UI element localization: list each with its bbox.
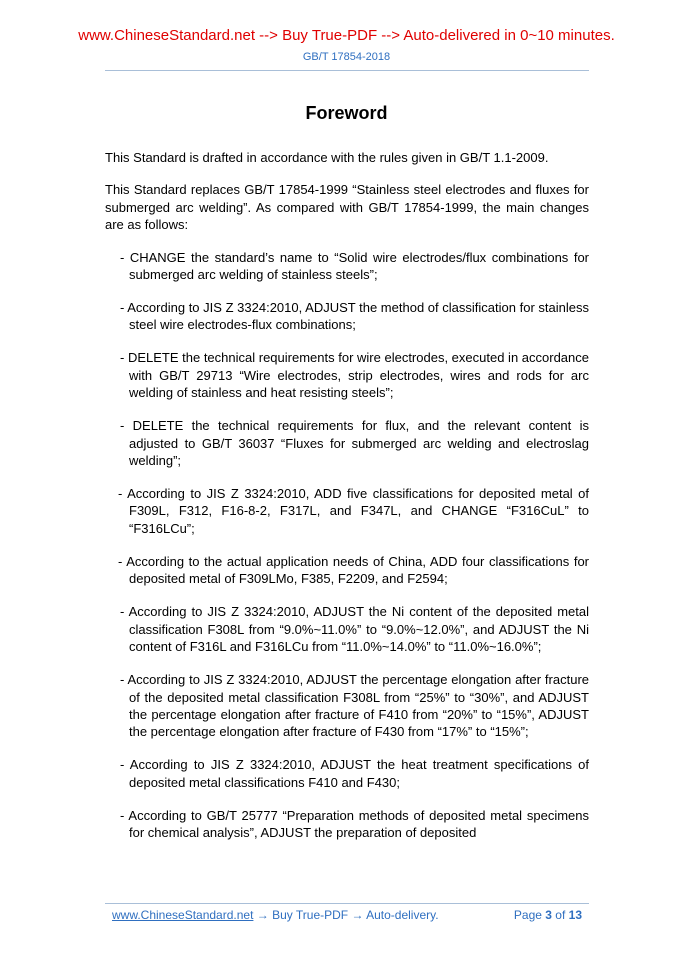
- standard-code: GB/T 17854-2018: [302, 51, 391, 63]
- footer-link[interactable]: www.ChineseStandard.net: [112, 908, 254, 922]
- header-divider: [105, 70, 589, 71]
- list-item: - DELETE the technical requirements for flux, and the relevant content is adjusted to GB/T 36037 “Fluxes for submerged arc welding and electroslag welding”;: [120, 418, 589, 469]
- list-item: - According to JIS Z 3324:2010, ADJUST the Ni content of the deposited metal classification F308L from “9.0%~11.0%” to “9.0%~12.0%”, and ADJUST the Ni content of F316L and F316LCu from “11.0%~14.0%” to “11.0%~16.0%”;: [120, 604, 589, 655]
- list-item: - According to JIS Z 3324:2010, ADJUST the heat treatment specifications of deposited metal classifications F410 and F430;: [120, 757, 589, 790]
- page-of-label: of: [551, 908, 569, 922]
- top-banner[interactable]: www.ChineseStandard.net --> Buy True-PDF --> Auto-delivered in 0~10 minutes.: [78, 27, 615, 44]
- page-total: 13: [568, 908, 582, 922]
- list-item: - According to JIS Z 3324:2010, ADD five classifications for deposited metal of F309L, F312, F16-8-2, F317L, and F347L, and CHANGE “F316CuL” to “F316LCu”;: [118, 486, 589, 536]
- footer: [112, 908, 582, 922]
- page-indicator: [514, 908, 582, 922]
- intro-paragraph: This Standard is drafted in accordance with the rules given in GB/T 1.1-2009.: [105, 150, 549, 165]
- changes-list: [105, 249, 589, 842]
- footer-tagline: → Buy True-PDF → Auto-delivery.: [253, 908, 439, 922]
- footer-divider: [105, 903, 589, 904]
- list-item: - CHANGE the standard’s name to “Solid wire electrodes/flux combinations for submerged arc welding of stainless steels”;: [120, 249, 589, 283]
- list-item: - DELETE the technical requirements for wire electrodes, executed in accordance with GB/T 29713 “Wire electrodes, strip electrodes, wires and rods for arc welding of stainless and heat resisting steels”;: [120, 350, 589, 401]
- list-item: - According to GB/T 25777 “Preparation methods of deposited metal specimens for chemical analysis”, ADJUST the preparation of deposited: [120, 807, 589, 841]
- foreword-body: [105, 149, 589, 857]
- page-title: Foreword: [305, 103, 388, 123]
- intro-paragraph: This Standard replaces GB/T 17854-1999 “Stainless steel electrodes and fluxes for submerged arc welding”. As compared with GB/T 17854-1999, the main changes are as follows:: [105, 182, 589, 233]
- list-item: - According to JIS Z 3324:2010, ADJUST the method of classification for stainless steel wire electrodes-flux combinations;: [120, 300, 589, 333]
- page-label: Page: [513, 908, 546, 922]
- list-item: - According to the actual application needs of China, ADD four classifications for deposited metal of F309LMo, F385, F2209, and F2594;: [118, 553, 589, 587]
- page-current: 3: [545, 908, 552, 922]
- list-item: - According to JIS Z 3324:2010, ADJUST the percentage elongation after fracture of the deposited metal classification F308L from “25%” to “30%”, and ADJUST the percentage elongation after fracture of F410 from “20%” to “15%”, ADJUST the percentage elongation after fracture of F430 from “17%” to “15%”;: [120, 672, 589, 740]
